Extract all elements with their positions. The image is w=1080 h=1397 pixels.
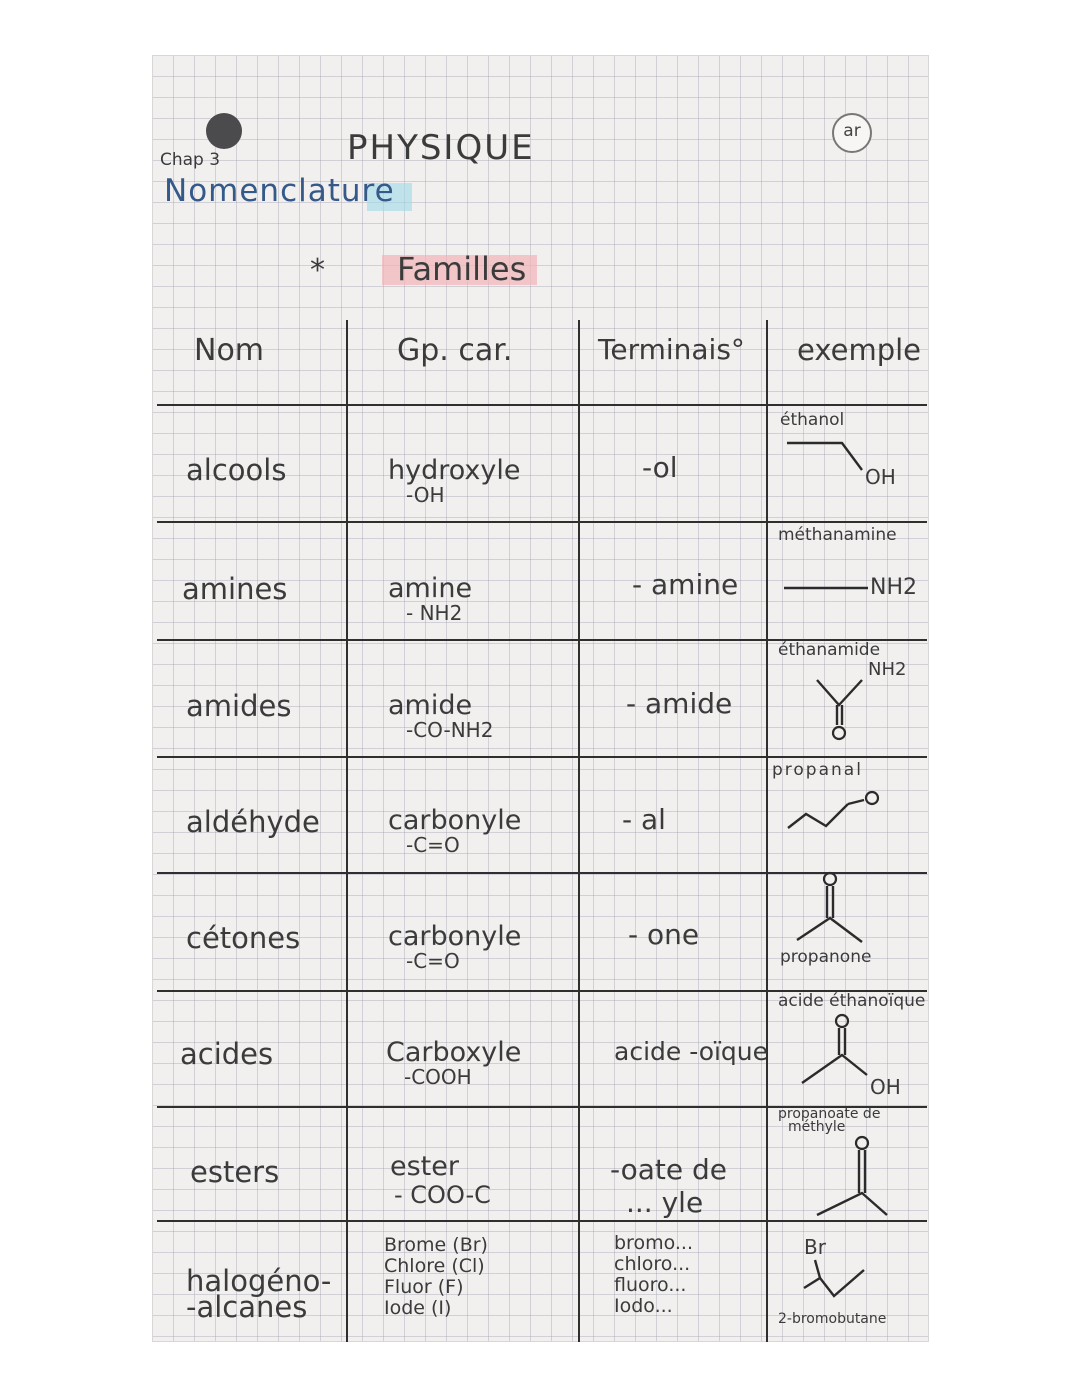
gp-name: hydroxyle	[388, 455, 521, 486]
prefix-line: chloro...	[614, 1253, 691, 1275]
section-title: Familles	[397, 250, 527, 288]
row-gp	[388, 923, 521, 972]
gp-formula: -COOH	[404, 1065, 472, 1089]
halogen-line: Chlore (Cl)	[384, 1255, 485, 1277]
halogen-line: Fluor (F)	[384, 1276, 464, 1298]
table-rule	[157, 404, 927, 406]
example-atom: NH2	[868, 659, 907, 680]
row-gp	[388, 807, 521, 856]
row-gp	[384, 1235, 488, 1319]
example-name: propanal	[772, 760, 863, 780]
row-terminaison	[614, 1233, 693, 1317]
term-line: ... yle	[626, 1186, 704, 1219]
propanone-structure	[792, 870, 872, 950]
row-gp	[388, 692, 493, 741]
row-gp	[388, 457, 521, 506]
subject-title: PHYSIQUE	[347, 128, 535, 168]
nom-line: halogéno-	[186, 1264, 332, 1298]
row-nom	[186, 1264, 332, 1324]
row-nom: alcools	[186, 453, 287, 487]
row-nom: acides	[180, 1037, 274, 1071]
gp-name: amine	[388, 573, 473, 604]
example-atom: OH	[865, 465, 896, 489]
gp-name: carbonyle	[388, 921, 522, 952]
column-header-nom: Nom	[194, 333, 265, 368]
example-name	[778, 1108, 880, 1134]
table-rule	[157, 756, 927, 758]
gp-name: amide	[388, 690, 473, 721]
star-bullet: *	[310, 253, 325, 288]
table-divider	[578, 320, 580, 1342]
nom-line: -alcanes	[186, 1290, 308, 1324]
example-name: propanone	[780, 947, 872, 967]
methanamine-structure	[784, 585, 874, 595]
prefix-line: Iodo...	[614, 1295, 673, 1317]
gp-name: carbonyle	[388, 805, 522, 836]
row-nom: amides	[186, 689, 292, 723]
notebook-page	[152, 55, 929, 1342]
propanal-structure	[786, 790, 886, 840]
row-gp	[386, 1039, 521, 1088]
halogen-line: Iode (I)	[384, 1297, 452, 1319]
gp-formula: -C=O	[406, 833, 460, 857]
row-nom: esters	[190, 1155, 280, 1189]
sticker-text: ar	[843, 121, 861, 141]
gp-name: Carboxyle	[386, 1037, 522, 1068]
gp-formula: -C=O	[406, 949, 460, 973]
gp-name: ester	[390, 1151, 459, 1182]
column-header-exemple: exemple	[797, 333, 922, 367]
punch-hole-sticker	[832, 113, 872, 153]
row-nom: aldéhyde	[186, 805, 320, 839]
row-terminaison: - amide	[626, 687, 733, 720]
ethanoic-acid-structure	[797, 1013, 877, 1093]
example-atom: NH2	[870, 575, 917, 600]
prefix-line: fluoro...	[614, 1274, 687, 1296]
row-terminaison: acide -oïque	[614, 1037, 769, 1066]
example-name: 2-bromobutane	[778, 1311, 887, 1327]
example-atom: Br	[804, 1235, 826, 1259]
example-name: méthanamine	[778, 525, 897, 545]
ethanamide-structure	[812, 675, 872, 745]
example-line: propanoate de	[778, 1106, 881, 1122]
row-nom: amines	[182, 572, 288, 606]
column-header-terminaison: Terminais°	[598, 333, 745, 366]
gp-formula: -CO-NH2	[406, 718, 494, 742]
example-name: acide éthanoïque	[778, 991, 926, 1011]
row-terminaison: -ol	[642, 451, 678, 484]
row-terminaison: - one	[628, 918, 700, 951]
column-header-gp: Gp. car.	[397, 333, 513, 368]
table-divider	[346, 320, 348, 1342]
row-terminaison: - amine	[632, 568, 739, 601]
example-name: éthanamide	[778, 640, 881, 660]
row-gp	[388, 575, 472, 624]
term-line: -oate de	[610, 1153, 728, 1186]
gp-formula: - COO-C	[394, 1181, 491, 1209]
example-name: éthanol	[780, 410, 845, 430]
row-gp	[390, 1153, 491, 1210]
example-atom: OH	[870, 1075, 901, 1099]
row-terminaison: - al	[622, 803, 666, 836]
methyl-propanoate-structure	[812, 1135, 892, 1225]
page-title: Nomenclature	[164, 173, 395, 209]
row-terminaison	[610, 1153, 727, 1219]
gp-formula: -OH	[406, 483, 445, 507]
punch-hole	[206, 113, 242, 149]
table-rule	[157, 521, 927, 523]
chapter-label: Chap 3	[160, 150, 221, 170]
halogen-line: Brome (Br)	[384, 1234, 488, 1256]
row-nom: cétones	[186, 921, 301, 955]
table-divider	[766, 320, 768, 1342]
bromobutane-structure	[802, 1258, 882, 1308]
prefix-line: bromo...	[614, 1232, 693, 1254]
example-line: méthyle	[788, 1119, 846, 1135]
gp-formula: - NH2	[406, 601, 463, 625]
